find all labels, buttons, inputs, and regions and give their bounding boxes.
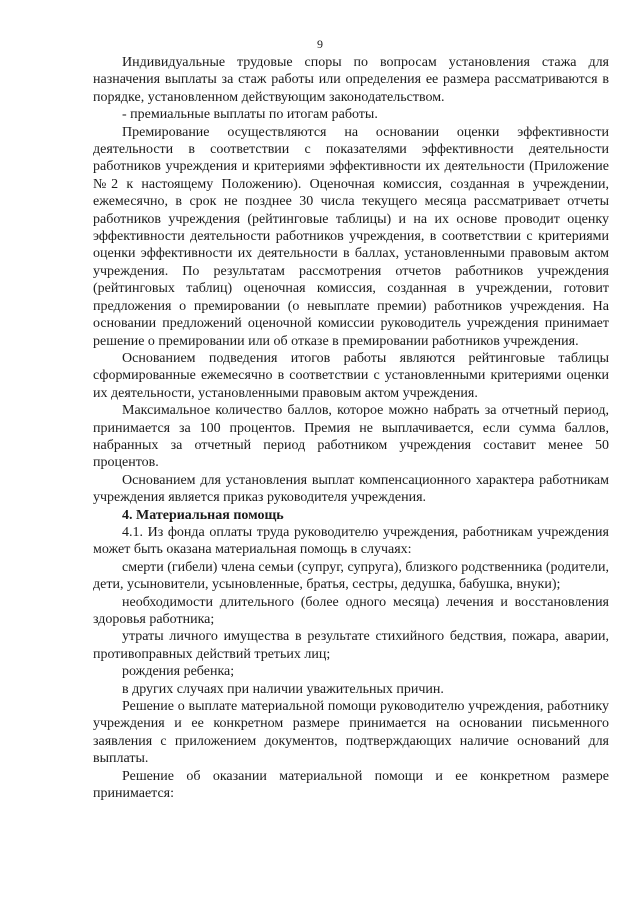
paragraph-max-points: Максимальное количество баллов, которое можно набрать за отчетный период, принимается за 100 процентов. Премия не выплачивается, если сумма баллов, набранных за отчетный период работником учреждения составит менее 50 процентов. <box>93 403 609 471</box>
list-item-other-cases: в других случаях при наличии уважительных причин. <box>122 681 444 697</box>
paragraph-bonus-assessment: Премирование осуществляются на основании оценки эффективности деятельности в соответствии с показателями эффективности деятельности работников учреждения и критериями эффективности их деятельности (Приложение №2 к настоящему Положению). Оценочная комиссия, созданная в учреждении, ежемесячно, в срок не позднее 30 числа текущего месяца рассматривает отчеты работников учреждения (рейтинговые таблицы) и на их основе проводит оценку эффективности деятельности работников учреждения, в соответствии с критериями оценки эффективности их деятельности в баллах, установленными правовым актом учреждения. По результатам рассмотрения отчетов работников учреждения (рейтинговых таблиц) оценочная комиссия, созданная в учреждении, готовит предложения о премировании (о невыплате премии) работников учреждения. На основании предложений оценочной комиссии руководитель учреждения принимает решение о премировании или об отказе в премировании работников учреждения. <box>93 124 609 349</box>
document-body <box>93 54 609 802</box>
list-item-childbirth: рождения ребенка; <box>122 664 235 680</box>
list-item-property-loss: утраты личного имущества в результате стихийного бедствия, пожара, аварии, противоправных действий третьих лиц; <box>93 629 609 662</box>
section-heading-material-aid: 4. Материальная помощь <box>122 507 284 523</box>
list-item-long-treatment: необходимости длительного (более одного месяца) лечения и восстановления здоровья работника; <box>93 594 609 627</box>
paragraph-labor-disputes: Индивидуальные трудовые споры по вопросам установления стажа для назначения выплаты за стаж работы или определения ее размера рассматриваются в порядке, установленном действующим законодательством. <box>93 55 609 105</box>
paragraph-bonus-payments-item: - премиальные выплаты по итогам работы. <box>122 107 378 123</box>
paragraph-material-aid-cases: 4.1. Из фонда оплаты труда руководителю учреждения, работникам учреждения может быть оказана материальная помощь в случаях: <box>93 524 609 558</box>
paragraph-decision-made-by: Решение об оказании материальной помощи и ее конкретном размере принимается: <box>93 768 609 802</box>
paragraph-compensation-basis: Основанием для установления выплат компенсационного характера работникам учреждения является приказ руководителя учреждения. <box>93 472 609 506</box>
paragraph-rating-tables: Основанием подведения итогов работы являются рейтинговые таблицы сформированные ежемесячно в соответствии с установленными критериями оценки их деятельности, установленными правовым актом учреждения. <box>93 350 609 401</box>
list-item-death-of-relative: смерти (гибели) члена семьи (супруг, супруга), близкого родственника (родители, дети, усыновители, усыновленные, братья, сестры, дедушка, бабушка, внуки); <box>93 559 609 593</box>
paragraph-payment-decision: Решение о выплате материальной помощи руководителю учреждения, работнику учреждения и ее конкретном размере принимается на основании письменного заявления с приложением документов, подтверждающих наличие оснований для выплаты. <box>93 699 609 767</box>
page-number: 9 <box>317 37 323 51</box>
